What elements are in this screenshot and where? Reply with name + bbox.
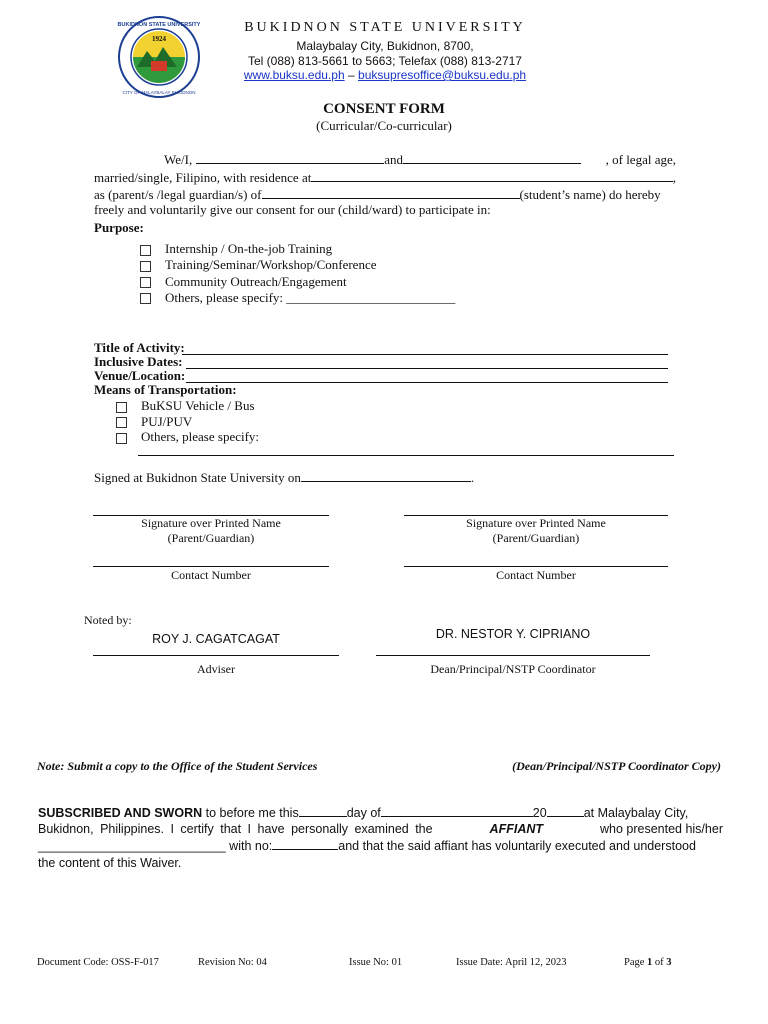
checkbox-icon[interactable] (140, 261, 151, 272)
venue-field[interactable] (186, 382, 668, 383)
footer-issue: Issue No: 01 (349, 957, 403, 968)
transport-option[interactable]: PUJ/PUV (116, 414, 259, 430)
seal-bottom-text: CITY OF MALAYBALAY BUKIDNON (122, 90, 196, 95)
name-field-2[interactable] (403, 150, 581, 164)
purpose-option[interactable]: Internship / On-the-job Training (140, 241, 455, 257)
intro-comma: , (672, 169, 676, 185)
sworn-t4: at Malaybalay City, (583, 805, 689, 820)
sworn-t3: 20 (532, 805, 547, 820)
purpose-option[interactable]: Training/Seminar/Workshop/Conference (140, 257, 455, 273)
adviser-signature-line[interactable] (93, 655, 339, 656)
purpose-options (140, 241, 455, 306)
sworn-t1: to before me this (205, 805, 299, 820)
note-right: (Dean/Principal/NSTP Coordinator Copy) (512, 759, 721, 773)
signed-date-field[interactable] (301, 468, 471, 482)
intro-freely: freely and voluntarily give our consent for our (child/ward) to participate in: (94, 201, 491, 217)
footer-doc-code: Document Code: OSS-F-017 (37, 957, 159, 968)
sworn-paragraph (38, 803, 723, 871)
intro-legal-age: , of legal age, (605, 152, 676, 167)
university-phone: Tel (088) 813-5661 to 5663; Telefax (088) 813-2717 (248, 54, 522, 68)
signed-period: . (470, 470, 475, 485)
university-address: Malaybalay City, Bukidnon, 8700, (296, 39, 474, 53)
guardian-label-right: (Parent/Guardian) (492, 530, 580, 545)
inclusive-dates-field[interactable] (186, 368, 668, 369)
sworn-day-field[interactable] (299, 803, 347, 817)
footer-page: Page 1 of 3 (624, 957, 672, 968)
signature-label-left: Signature over Printed Name (141, 516, 281, 530)
contact-label-left: Contact Number (171, 568, 251, 582)
footer-issue-date: Issue Date: April 12, 2023 (456, 957, 567, 968)
transport-specify-field[interactable] (138, 455, 674, 456)
intro-married: married/single, Filipino, with residence at (94, 169, 312, 185)
university-seal-icon (117, 15, 201, 99)
checkbox-icon[interactable] (140, 277, 151, 288)
sworn-t6: who presented his/her (599, 821, 723, 836)
residence-field[interactable] (311, 168, 672, 182)
seal-year: 1924 (152, 35, 166, 43)
sworn-t9: the content of this Waiver. (38, 855, 182, 870)
dean-signature-line[interactable] (376, 655, 650, 656)
adviser-name: ROY J. CAGATCAGAT (152, 632, 280, 646)
checkbox-icon[interactable] (116, 402, 127, 413)
purpose-option[interactable]: Community Outreach/Engagement (140, 274, 455, 290)
website-link[interactable]: www.buksu.edu.ph (243, 68, 345, 82)
signed-text: Signed at Bukidnon State University on (94, 470, 301, 485)
activity-title-field[interactable] (182, 354, 668, 355)
note-left: Note: Submit a copy to the Office of the Student Services (37, 759, 318, 773)
noted-by-label: Noted by: (84, 613, 132, 627)
sworn-t7: ___________________________ with no: (38, 839, 273, 854)
intro-paragraph (94, 150, 676, 217)
email-link[interactable]: buksupresoffice@buksu.edu.ph (358, 68, 527, 82)
transport-option[interactable]: BuKSU Vehicle / Bus (116, 398, 259, 414)
form-title: CONSENT FORM (323, 101, 445, 117)
dean-name: DR. NESTOR Y. CIPRIANO (435, 627, 591, 641)
checkbox-icon[interactable] (116, 417, 127, 428)
intro-as: as (parent/s /legal guardian/s) of (94, 187, 262, 202)
sworn-affiant: AFFIANT (489, 821, 544, 836)
transport-option[interactable]: Others, please specify: (116, 429, 259, 445)
sworn-bold: SUBSCRIBED AND SWORN (38, 805, 203, 820)
guardian-label-left: (Parent/Guardian) (167, 530, 255, 545)
purpose-option[interactable]: Others, please specify: __________________________ (140, 290, 455, 306)
sworn-t2: day of (346, 805, 381, 820)
sworn-id-field[interactable] (272, 837, 338, 851)
sworn-t8: and that the said affiant has voluntarily executed and understood (338, 839, 696, 854)
name-field-1[interactable] (196, 150, 384, 164)
contact-label-right: Contact Number (496, 568, 576, 582)
checkbox-icon[interactable] (116, 433, 127, 444)
purpose-label: Purpose: (94, 220, 144, 235)
sworn-month-field[interactable] (381, 803, 533, 817)
contact-line-left[interactable] (93, 566, 329, 567)
footer-revision: Revision No: 04 (198, 957, 267, 968)
intro-student: (student’s name) do hereby (519, 187, 661, 202)
contact-line-right[interactable] (404, 566, 668, 567)
sworn-t5: Bukidnon, Philippines. I certify that I have personally examined the (38, 821, 433, 836)
intro-we: We/I, (164, 152, 193, 167)
venue-label: Venue/Location: (94, 368, 186, 383)
dean-role: Dean/Principal/NSTP Coordinator (430, 662, 596, 676)
inclusive-dates-label: Inclusive Dates: (94, 354, 183, 369)
header-separator: – (347, 68, 355, 82)
student-name-field[interactable] (262, 185, 520, 199)
intro-and: and (384, 152, 403, 167)
university-name: BUKIDNON STATE UNIVERSITY (244, 20, 526, 35)
form-subtitle: (Curricular/Co-curricular) (316, 118, 452, 133)
signature-label-right: Signature over Printed Name (466, 516, 606, 530)
seal-top-text: BUKIDNON STATE UNIVERSITY (117, 22, 201, 28)
transport-label: Means of Transportation: (94, 382, 237, 397)
activity-title-label: Title of Activity: (94, 340, 185, 355)
sworn-year-field[interactable] (547, 803, 584, 817)
checkbox-icon[interactable] (140, 245, 151, 256)
adviser-role: Adviser (197, 662, 235, 676)
checkbox-icon[interactable] (140, 293, 151, 304)
